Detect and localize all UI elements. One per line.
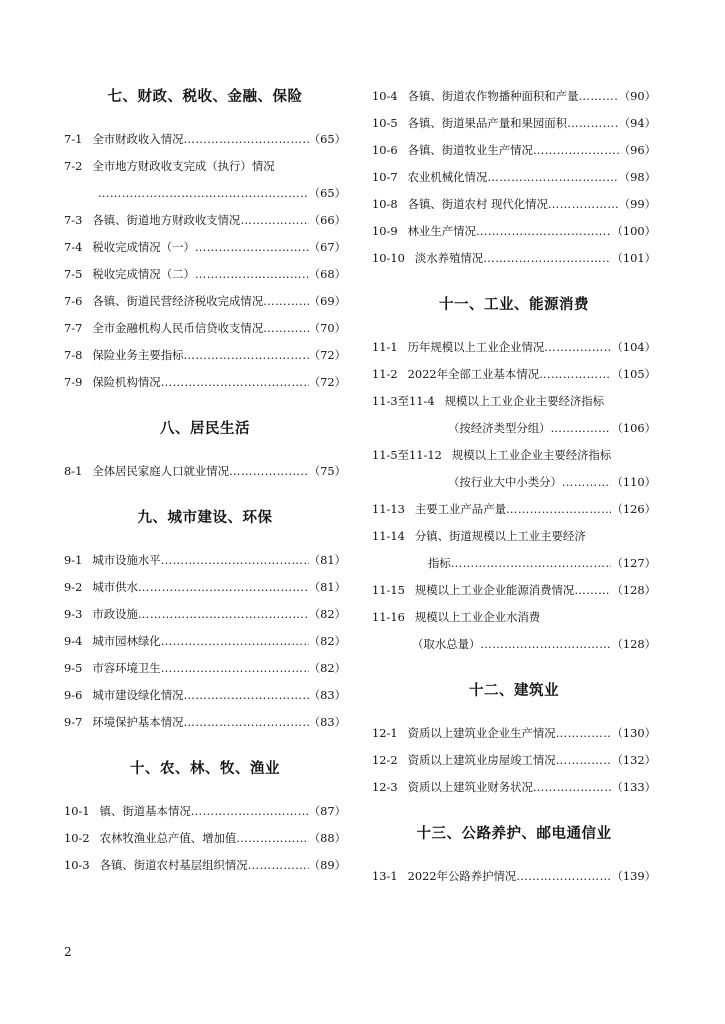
- entry-page: （101）: [611, 251, 656, 265]
- entry-page: （68）: [308, 267, 346, 281]
- entry-title: 规模以上工业企业水消费: [414, 610, 541, 624]
- entry-number: 7-8: [64, 348, 83, 362]
- leader-dots: [506, 496, 611, 523]
- leader-dots: [191, 798, 309, 825]
- leader-dots: [263, 288, 309, 315]
- leader-dots: [487, 164, 618, 191]
- toc-entry[interactable]: [372, 164, 656, 191]
- entry-title: 规模以上工业企业能源消费情况: [414, 583, 575, 597]
- entry-title: 城市供水: [92, 580, 138, 594]
- entry-page: （104）: [611, 340, 656, 354]
- leader-dots: [161, 655, 309, 682]
- entry-page: （96）: [618, 143, 656, 157]
- entry-page: （100）: [611, 224, 656, 238]
- entry-number: 11-15: [372, 583, 405, 597]
- entry-number: 7-5: [64, 267, 83, 281]
- toc-entry[interactable]: [372, 191, 656, 218]
- leader-dots: [480, 631, 611, 658]
- leader-dots: [562, 469, 612, 496]
- entry-number: 11-14: [372, 529, 405, 543]
- toc-entry[interactable]: [372, 523, 656, 550]
- entry-title: 指标: [428, 556, 451, 570]
- entry-number: 9-7: [64, 715, 83, 729]
- entry-title: 规模以上工业企业主要经济指标: [444, 394, 605, 408]
- entry-number: 13-1: [372, 869, 398, 883]
- entry-title: 2022年全部工业基本情况: [407, 367, 540, 381]
- toc-entry[interactable]: [64, 825, 346, 852]
- entry-number: 9-3: [64, 607, 83, 621]
- toc-entry[interactable]: [64, 342, 346, 369]
- entry-title: 全市金融机构人民币信贷收支情况: [92, 321, 264, 335]
- leader-dots: [263, 315, 309, 342]
- leader-dots: [161, 369, 309, 396]
- entry-page: （105）: [611, 367, 656, 381]
- toc-entry[interactable]: [64, 547, 346, 574]
- entry-number: 7-4: [64, 240, 83, 254]
- leader-dots: [551, 415, 612, 442]
- entry-page: （90）: [618, 89, 656, 103]
- leader-dots: [483, 245, 611, 272]
- entry-number: 10-4: [372, 89, 398, 103]
- toc-entry[interactable]: [64, 207, 346, 234]
- toc-entry[interactable]: [372, 137, 656, 164]
- entry-number: 11-5至11-12: [372, 448, 442, 462]
- toc-entry[interactable]: [64, 574, 346, 601]
- entry-page: （127）: [611, 556, 656, 570]
- leader-dots: [195, 261, 309, 288]
- entry-number: 9-2: [64, 580, 83, 594]
- entry-page: （94）: [618, 116, 656, 130]
- entry-page: （88）: [308, 831, 346, 845]
- toc-entry[interactable]: [372, 720, 656, 747]
- entry-title: 淡水养殖情况: [414, 251, 484, 265]
- section-heading: 十三、公路养护、邮电通信业: [416, 826, 612, 842]
- entry-title: 各镇、街道农村 现代化情况: [407, 197, 548, 211]
- entry-number: 10-1: [64, 804, 90, 818]
- entry-page: （81）: [308, 580, 346, 594]
- leader-dots: [533, 774, 612, 801]
- entry-number: 10-9: [372, 224, 398, 238]
- entry-number: 9-5: [64, 661, 83, 675]
- toc-entry[interactable]: [64, 369, 346, 396]
- leader-dots: [567, 110, 619, 137]
- leader-dots: [476, 218, 612, 245]
- leader-dots: [556, 720, 612, 747]
- entry-title: 税收完成情况（二）: [92, 267, 195, 281]
- entry-title: 历年规模以上工业企业情况: [407, 340, 545, 354]
- entry-page: （130）: [611, 726, 656, 740]
- leader-dots: [248, 852, 309, 879]
- toc-entry[interactable]: [64, 288, 346, 315]
- entry-title: 全市财政收入情况: [92, 132, 184, 146]
- leader-dots: [138, 601, 309, 628]
- entry-page: （126）: [611, 502, 656, 516]
- entry-page: （75）: [308, 464, 346, 478]
- entry-title: 全市地方财政收支完成（执行）情况: [92, 159, 275, 173]
- toc-right-column: [372, 83, 656, 890]
- toc-entry[interactable]: [372, 415, 656, 442]
- section-heading: 十、农、林、牧、渔业: [130, 761, 280, 777]
- entry-page: （132）: [611, 753, 656, 767]
- entry-number: 8-1: [64, 464, 83, 478]
- toc-entry[interactable]: [64, 180, 346, 207]
- entry-title: 城市园林绿化: [92, 634, 161, 648]
- entry-title: 市容环境卫生: [92, 661, 161, 675]
- entry-title: 全体居民家庭人口就业情况: [92, 464, 230, 478]
- entry-title: 资质以上建筑业财务状况: [407, 780, 533, 794]
- entry-title: 各镇、街道农作物播种面积和产量: [407, 89, 579, 103]
- entry-title: 主要工业产品产量: [414, 502, 506, 516]
- leader-dots: [578, 83, 618, 110]
- entry-number: 11-13: [372, 502, 405, 516]
- entry-title: 各镇、街道民营经济税收完成情况: [92, 294, 264, 308]
- entry-title: 各镇、街道农村基层组织情况: [99, 858, 248, 872]
- leader-dots: [516, 863, 611, 890]
- entry-number: 10-3: [64, 858, 90, 872]
- entry-title: 各镇、街道地方财政收支情况: [92, 213, 241, 227]
- entry-title: （按行业大中小类分）: [448, 475, 562, 489]
- toc-entry[interactable]: [372, 218, 656, 245]
- leader-dots: [98, 180, 309, 207]
- entry-page: （133）: [611, 780, 656, 794]
- leader-dots: [138, 574, 309, 601]
- toc-entry[interactable]: [372, 747, 656, 774]
- toc-entry[interactable]: [372, 442, 656, 469]
- toc-entry[interactable]: [64, 655, 346, 682]
- toc-entry[interactable]: [372, 863, 656, 890]
- entry-page: （83）: [308, 688, 346, 702]
- entry-number: 10-10: [372, 251, 405, 265]
- entry-page: （72）: [308, 375, 346, 389]
- leader-dots: [161, 547, 309, 574]
- entry-title: 保险机构情况: [92, 375, 161, 389]
- entry-number: 7-3: [64, 213, 83, 227]
- toc-entry[interactable]: [64, 234, 346, 261]
- toc-entry[interactable]: [64, 798, 346, 825]
- entry-page: （82）: [308, 607, 346, 621]
- entry-number: 7-1: [64, 132, 83, 146]
- leader-dots: [533, 137, 619, 164]
- toc-entry[interactable]: [372, 245, 656, 272]
- entry-number: 7-2: [64, 159, 83, 173]
- entry-number: 9-1: [64, 553, 83, 567]
- entry-number: 12-3: [372, 780, 398, 794]
- entry-number: 7-6: [64, 294, 83, 308]
- toc-entry[interactable]: [64, 315, 346, 342]
- leader-dots: [574, 577, 611, 604]
- entry-page: （87）: [308, 804, 346, 818]
- entry-page: （65）: [308, 186, 346, 200]
- entry-page: （89）: [308, 858, 346, 872]
- entry-number: 9-4: [64, 634, 83, 648]
- section-heading: 九、城市建设、环保: [137, 510, 273, 526]
- entry-title: 市政设施: [92, 607, 138, 621]
- entry-number: 11-3至11-4: [372, 394, 435, 408]
- entry-page: （99）: [618, 197, 656, 211]
- entry-title: 资质以上建筑业企业生产情况: [407, 726, 556, 740]
- toc-entry[interactable]: [64, 126, 346, 153]
- entry-title: 税收完成情况（一）: [92, 240, 195, 254]
- toc-entry[interactable]: [64, 709, 346, 736]
- leader-dots: [556, 747, 612, 774]
- entry-page: （106）: [611, 421, 656, 435]
- entry-number: 7-7: [64, 321, 83, 335]
- toc-entry[interactable]: [372, 388, 656, 415]
- entry-number: 9-6: [64, 688, 83, 702]
- section-heading: 十一、工业、能源消费: [439, 297, 589, 313]
- entry-page: （82）: [308, 661, 346, 675]
- entry-number: 10-5: [372, 116, 398, 130]
- entry-number: 11-1: [372, 340, 398, 354]
- entry-page: （70）: [308, 321, 346, 335]
- entry-number: 10-6: [372, 143, 398, 157]
- leader-dots: [183, 709, 308, 736]
- leader-dots: [195, 234, 309, 261]
- entry-title: 规模以上工业企业主要经济指标: [451, 448, 612, 462]
- toc-entry[interactable]: [372, 469, 656, 496]
- page-number: 2: [64, 945, 72, 959]
- toc-entry[interactable]: [372, 577, 656, 604]
- entry-page: （66）: [308, 213, 346, 227]
- entry-title: 各镇、街道果品产量和果园面积: [407, 116, 568, 130]
- entry-number: 11-16: [372, 610, 405, 624]
- entry-title: 各镇、街道牧业生产情况: [407, 143, 533, 157]
- entry-number: 10-2: [64, 831, 90, 845]
- entry-title: 环境保护基本情况: [92, 715, 184, 729]
- entry-title: 农业机械化情况: [407, 170, 488, 184]
- toc-entry[interactable]: [372, 774, 656, 801]
- entry-number: 12-1: [372, 726, 398, 740]
- leader-dots: [539, 361, 611, 388]
- toc-entry[interactable]: [64, 458, 346, 485]
- entry-title: 城市设施水平: [92, 553, 161, 567]
- entry-number: 10-8: [372, 197, 398, 211]
- entry-page: （128）: [611, 583, 656, 597]
- entry-title: 分镇、街道规模以上工业主要经济: [414, 529, 586, 543]
- entry-title: 镇、街道基本情况: [99, 804, 191, 818]
- entry-title: （按经济类型分组）: [448, 421, 551, 435]
- toc-entry[interactable]: [372, 496, 656, 523]
- toc-entry[interactable]: [64, 682, 346, 709]
- entry-title: 2022年公路养护情况: [407, 869, 517, 883]
- entry-title: 城市建设绿化情况: [92, 688, 184, 702]
- entry-page: （65）: [308, 132, 346, 146]
- toc-entry[interactable]: [64, 153, 346, 180]
- leader-dots: [183, 342, 308, 369]
- entry-page: （81）: [308, 553, 346, 567]
- entry-page: （82）: [308, 634, 346, 648]
- entry-number: 7-9: [64, 375, 83, 389]
- section-heading: 七、财政、税收、金融、保险: [107, 89, 303, 105]
- entry-page: （69）: [308, 294, 346, 308]
- toc-entry[interactable]: [372, 361, 656, 388]
- toc-entry[interactable]: [372, 631, 656, 658]
- entry-title: （取水总量）: [412, 637, 481, 651]
- leader-dots: [544, 334, 611, 361]
- toc-entry[interactable]: [64, 261, 346, 288]
- entry-page: （110）: [611, 475, 656, 489]
- toc-entry[interactable]: [64, 601, 346, 628]
- entry-number: 11-2: [372, 367, 398, 381]
- entry-title: 资质以上建筑业房屋竣工情况: [407, 753, 556, 767]
- leader-dots: [236, 825, 308, 852]
- entry-number: 12-2: [372, 753, 398, 767]
- entry-title: 农林牧渔业总产值、增加值: [99, 831, 237, 845]
- toc-entry[interactable]: [372, 110, 656, 137]
- leader-dots: [548, 191, 619, 218]
- entry-page: （72）: [308, 348, 346, 362]
- entry-page: （139）: [611, 869, 656, 883]
- toc-entry[interactable]: [372, 83, 656, 110]
- entry-page: （67）: [308, 240, 346, 254]
- toc-entry[interactable]: [372, 550, 656, 577]
- section-heading: 十二、建筑业: [469, 683, 559, 699]
- entry-title: 保险业务主要指标: [92, 348, 184, 362]
- leader-dots: [183, 126, 308, 153]
- leader-dots: [240, 207, 308, 234]
- leader-dots: [451, 550, 612, 577]
- section-heading: 八、居民生活: [160, 421, 250, 437]
- toc-entry[interactable]: [372, 604, 656, 631]
- toc-entry[interactable]: [64, 852, 346, 879]
- leader-dots: [229, 458, 309, 485]
- entry-page: （128）: [611, 637, 656, 651]
- toc-left-column: [64, 78, 346, 879]
- leader-dots: [161, 628, 309, 655]
- leader-dots: [183, 682, 308, 709]
- entry-number: 10-7: [372, 170, 398, 184]
- entry-title: 林业生产情况: [407, 224, 476, 238]
- toc-entry[interactable]: [372, 334, 656, 361]
- entry-page: （83）: [308, 715, 346, 729]
- toc-entry[interactable]: [64, 628, 346, 655]
- entry-page: （98）: [618, 170, 656, 184]
